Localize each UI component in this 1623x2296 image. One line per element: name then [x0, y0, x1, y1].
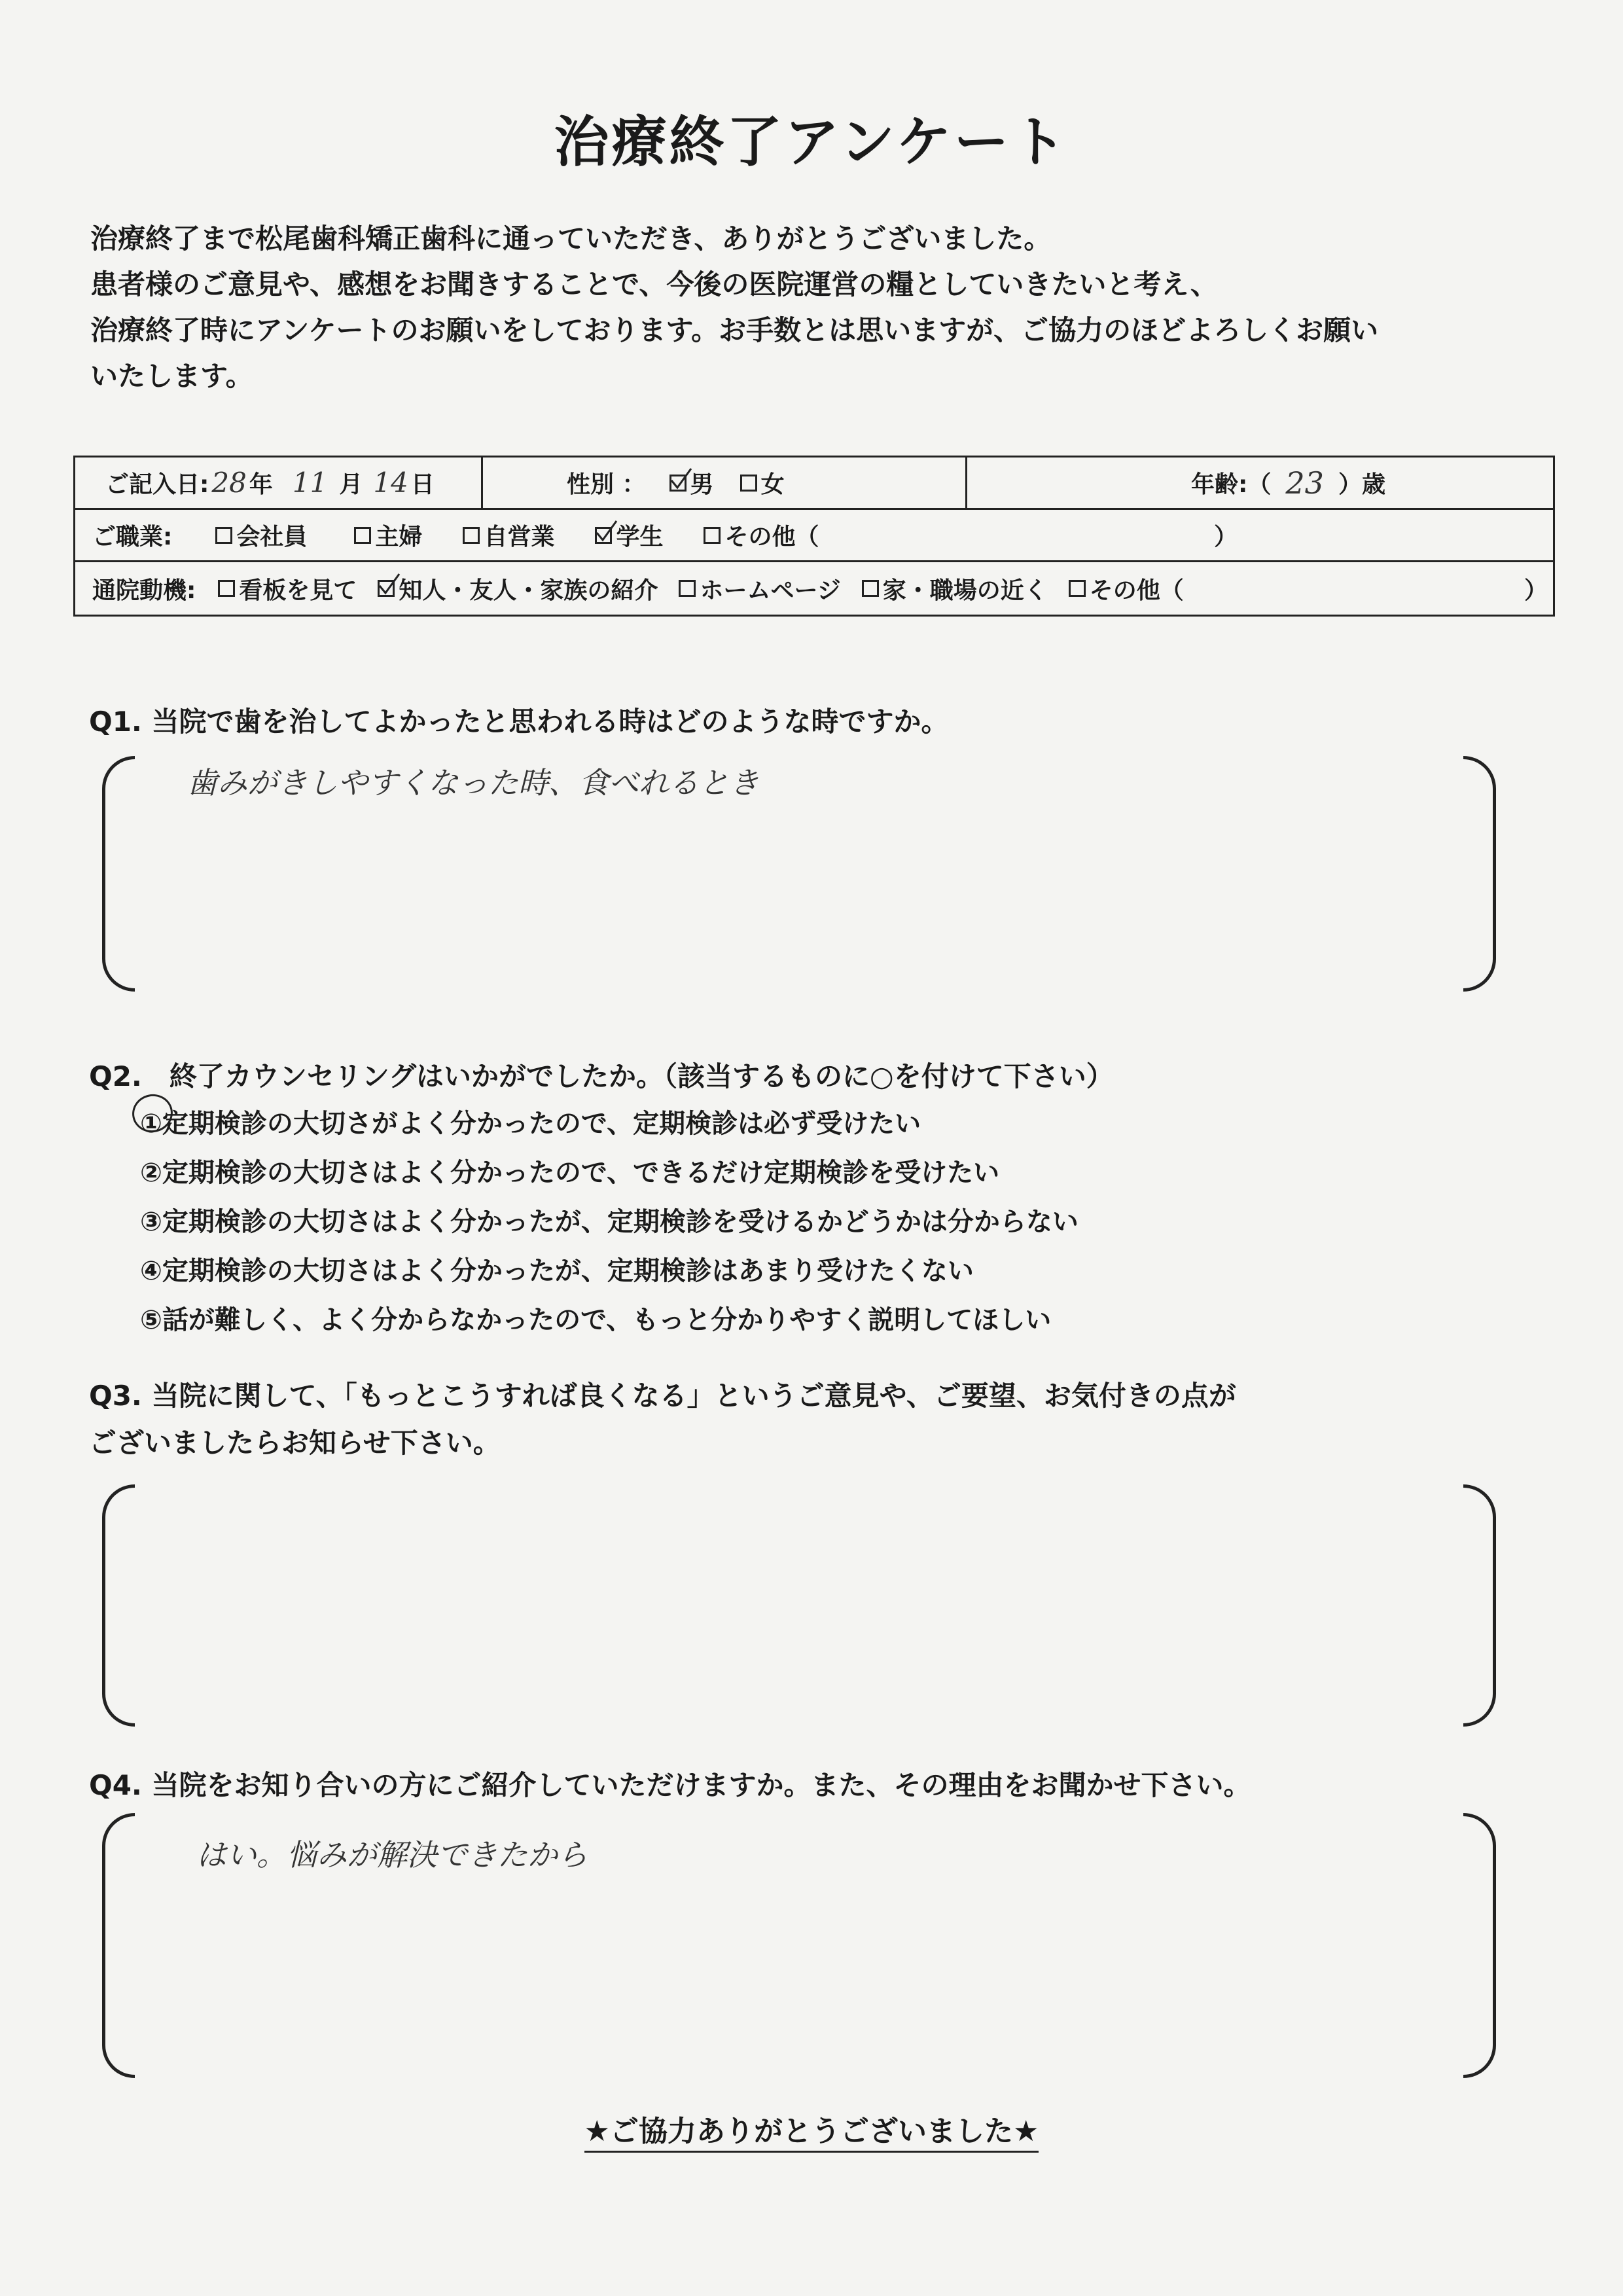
occupation-option-label: 自営業	[484, 524, 555, 550]
intro-line: いたします。	[90, 360, 253, 392]
q2-choice[interactable]: ③定期検診の大切さはよく分かったが、定期検診を受けるかどうかは分からない	[140, 1207, 1079, 1237]
info-row-occupation	[75, 510, 1553, 562]
occupation-option[interactable]	[595, 518, 663, 552]
q2-choice[interactable]: ⑤話が難しく、よく分からなかったので、もっと分かりやすく説明してほしい	[140, 1305, 1052, 1335]
occupation-option[interactable]	[463, 518, 554, 552]
checkbox-icon[interactable]	[740, 475, 757, 492]
occupation-label: ご職業:	[92, 524, 173, 550]
occupation-option-label: その他（	[724, 524, 819, 550]
intro-line: 治療終了時にアンケートのお願いをしております。お手数とは思いますが、ご協力のほどよろしくお願い	[90, 314, 1379, 346]
intro-text	[90, 216, 1378, 399]
q4-answer[interactable]: はい。悩みが解決できたから	[196, 1837, 588, 1873]
occupation-option-label: 主婦	[375, 524, 423, 550]
date-year-value[interactable]: 28	[211, 467, 247, 499]
q4-question: Q4. 当院をお知り合いの方にご紹介していただけますか。また、その理由をお聞かせ下さい。	[89, 1769, 1251, 1801]
day-label: 日	[410, 471, 435, 498]
occupation-option-label: 会社員	[236, 524, 308, 550]
motive-label: 通院動機:	[92, 577, 196, 604]
answer-bracket-right	[1463, 756, 1496, 992]
gender-male-label: 男	[690, 471, 714, 498]
motive-close: ）	[1524, 577, 1548, 604]
occupation-close: ）	[1214, 524, 1238, 550]
date-month-value[interactable]: 11	[292, 467, 328, 499]
month-label: 月	[339, 471, 363, 498]
answer-bracket-right	[1463, 1813, 1496, 2078]
checkbox-icon[interactable]	[1069, 580, 1086, 597]
q2-choice[interactable]: ②定期検診の大切さはよく分かったので、できるだけ定期検診を受けたい	[140, 1158, 1000, 1188]
answer-bracket-left	[102, 1484, 135, 1727]
motive-option[interactable]	[679, 572, 840, 605]
gender-cell	[481, 457, 965, 508]
motive-option[interactable]	[218, 572, 357, 605]
checkbox-checked-icon[interactable]	[669, 475, 687, 492]
gender-male-option[interactable]	[669, 466, 714, 499]
checkbox-icon[interactable]	[704, 527, 721, 544]
checkbox-icon[interactable]	[862, 580, 879, 597]
year-label: 年	[249, 471, 273, 498]
gender-female-label: 女	[760, 471, 785, 498]
age-cell	[965, 457, 1553, 508]
motive-option-label: 家・職場の近く	[882, 577, 1048, 604]
answer-bracket-left	[102, 1813, 135, 2078]
age-value[interactable]: 23	[1285, 465, 1324, 501]
q1-answer[interactable]: 歯みがきしやすくなった時、食べれるとき	[187, 765, 759, 800]
motive-option-label: その他（	[1089, 577, 1184, 604]
gender-female-option[interactable]	[740, 466, 785, 499]
date-cell	[75, 457, 481, 508]
motive-option-label: 看板を見て	[239, 577, 357, 604]
motive-option-label: 知人・友人・家族の紹介	[399, 577, 658, 604]
checkbox-icon[interactable]	[354, 527, 371, 544]
age-suffix: ）歳	[1338, 471, 1385, 498]
checkbox-icon[interactable]	[463, 527, 480, 544]
motive-option-label: ホームページ	[700, 577, 841, 604]
occupation-option-label: 学生	[616, 524, 664, 550]
gender-label: 性別 ：	[567, 471, 646, 498]
checkbox-checked-icon[interactable]	[595, 527, 612, 544]
respondent-info-table	[73, 456, 1555, 617]
q3-question-line2: ございましたらお知らせ下さい。	[89, 1427, 501, 1459]
intro-line: 治療終了まで松尾歯科矯正歯科に通っていただき、ありがとうございました。	[90, 223, 1052, 255]
q2-choices	[140, 1100, 1079, 1345]
intro-line: 患者様のご意見や、感想をお聞きすることで、今後の医院運営の糧としていきたいと考え、	[90, 268, 1218, 300]
occupation-cell	[75, 510, 1553, 560]
footer-thanks	[0, 2108, 1623, 2149]
checkbox-icon[interactable]	[679, 580, 696, 597]
q2-choice[interactable]: ①定期検診の大切さがよく分かったので、定期検診は必ず受けたい	[140, 1109, 921, 1139]
motive-cell	[75, 562, 1553, 615]
q2-question: Q2. 終了カウンセリングはいかがでしたか。（該当するものに○を付けて下さい）	[89, 1060, 1114, 1092]
occupation-option[interactable]	[354, 518, 422, 552]
info-row-motive	[75, 562, 1553, 615]
motive-option[interactable]	[862, 572, 1048, 605]
q2-choice[interactable]: ④定期検診の大切さはよく分かったが、定期検診はあまり受けたくない	[140, 1256, 974, 1286]
occupation-option[interactable]	[215, 518, 307, 552]
age-label: 年齢:（	[1191, 471, 1272, 498]
page-title: 治療終了アンケート	[554, 110, 1069, 174]
date-label: ご記入日:	[105, 471, 209, 498]
info-row-basic	[75, 457, 1553, 510]
occupation-option[interactable]	[704, 518, 819, 552]
footer-thanks-text: ★ご協力ありがとうございました★	[584, 2115, 1039, 2153]
checkbox-icon[interactable]	[215, 527, 232, 544]
date-day-value[interactable]: 14	[373, 467, 408, 499]
answer-bracket-right	[1463, 1484, 1496, 1727]
q1-question: Q1. 当院で歯を治してよかったと思われる時はどのような時ですか。	[89, 706, 949, 738]
motive-option[interactable]	[378, 572, 658, 605]
checkbox-checked-icon[interactable]	[378, 580, 395, 597]
answer-bracket-left	[102, 756, 135, 992]
motive-option[interactable]	[1069, 572, 1184, 605]
checkbox-icon[interactable]	[218, 580, 235, 597]
q3-question-line1: Q3. 当院に関して、「もっとこうすれば良くなる」というご意見や、ご要望、お気付きの点が	[89, 1380, 1236, 1412]
